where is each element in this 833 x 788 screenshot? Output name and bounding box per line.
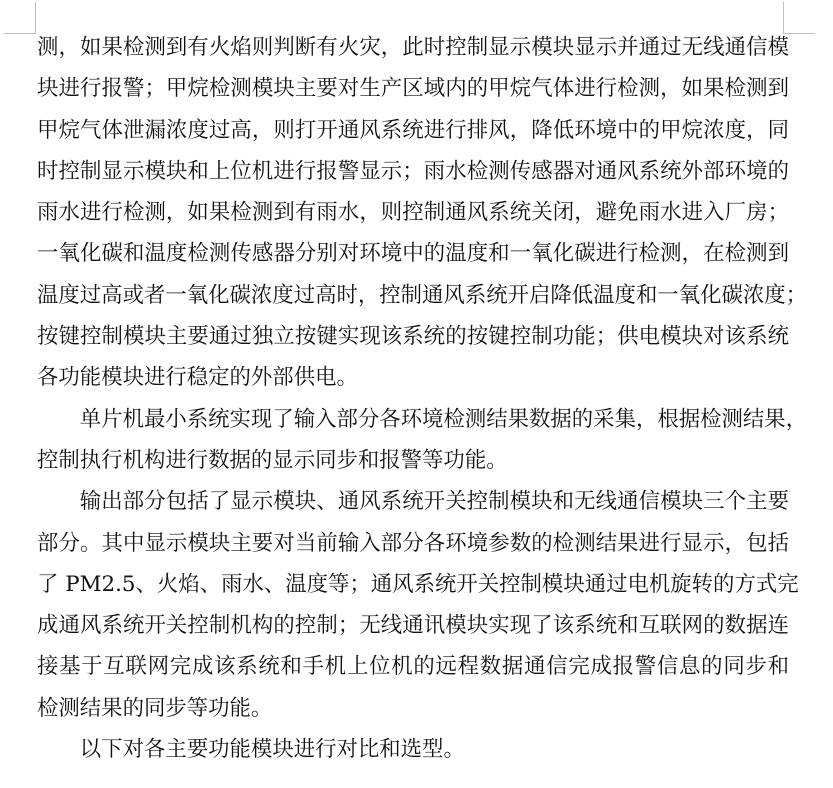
crop-mark-top-left-horizontal: [4, 33, 36, 34]
text-line: 甲烷气体泄漏浓度过高，则打开通风系统进行排风，降低环境中的甲烷浓度，同: [37, 117, 789, 143]
text-line: 检测结果的同步等功能。: [37, 695, 273, 721]
text-line: 控制执行机构进行数据的显示同步和报警等功能。: [37, 447, 508, 473]
document-page: [37, 27, 808, 770]
text-line: 雨水进行检测，如果检测到有雨水，则控制通风系统关闭，避免雨水进入厂房；: [37, 200, 789, 226]
text-line: 时控制显示模块和上位机进行报警显示；雨水检测传感器对通风系统外部环境的: [37, 158, 789, 184]
text-line: 按键控制模块主要通过独立按键实现该系统的按键控制功能；供电模块对该系统: [37, 324, 789, 350]
text-line: 成通风系统开关控制机构的控制；无线通讯模块实现了该系统和互联网的数据连: [37, 613, 789, 639]
text-line: 部分。其中显示模块主要对当前输入部分各环境参数的检测结果进行显示，包括: [37, 530, 789, 556]
text-line: 测，如果检测到有火焰则判断有火灾，此时控制显示模块显示并通过无线通信模: [37, 35, 789, 60]
text-line: 以下对各主要功能模块进行对比和选型。: [79, 737, 465, 763]
text-line: 各功能模块进行稳定的外部供电。: [37, 365, 358, 391]
text-line: 温度过高或者一氧化碳浓度过高时，控制通风系统开启降低温度和一氧化碳浓度；: [37, 282, 808, 308]
crop-mark-top-left-vertical: [35, 2, 36, 33]
text-line: 输出部分包括了显示模块、通风系统开关控制模块和无线通信模块三个主要: [79, 489, 789, 515]
text-line: 块进行报警；甲烷检测模块主要对生产区域内的甲烷气体进行检测，如果检测到: [37, 76, 789, 102]
text-line: 单片机最小系统实现了输入部分各环境检测结果数据的采集，根据检测结果，: [79, 406, 808, 432]
text-line: 接基于互联网完成该系统和手机上位机的远程数据通信完成报警信息的同步和: [37, 654, 789, 680]
text-line: 一氧化碳和温度检测传感器分别对环境中的温度和一氧化碳进行检测，在检测到: [37, 241, 789, 267]
text-line: 了 PM2.5、火焰、雨水、温度等；通风系统开关控制模块通过电机旋转的方式完: [37, 571, 799, 597]
